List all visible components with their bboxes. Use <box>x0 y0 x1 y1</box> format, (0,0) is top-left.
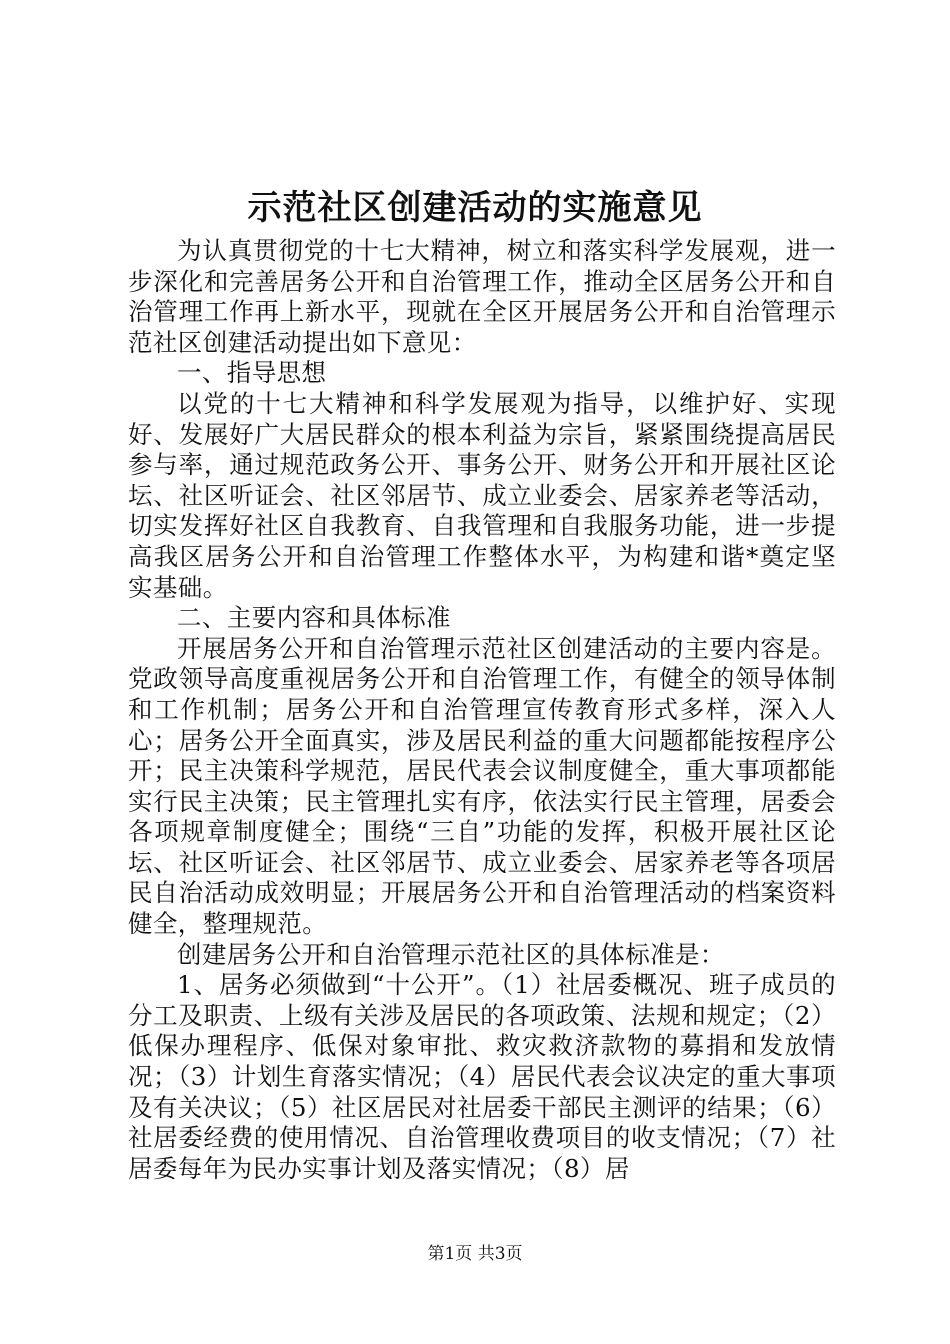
heading-guiding-ideology: 一、指导思想 <box>177 358 327 388</box>
page-number-footer: 第1页 共3页 <box>427 1244 523 1264</box>
paragraph-ten-disclosures: 1、居务必须做到“十公开”。（1）社居委概况、班子成员的分工及职责、上级有关涉及居民的各项政策、法规和规定；（2）低保办理程序、低保对象审批、救灾救济款物的募捐和发放情况；（3）计划生育落实情况；（4）居民代表会议决定的重大事项及有关决议；（5）社区居民对社居委干部民主测评的结果；（6）社居委经费的使用情况、自治管理收费项目的收支情况；（7）社居委每年为民办实事计划及落实情况；（8）居 <box>128 970 836 1183</box>
paragraph-standards-intro: 创建居务公开和自治管理示范社区的具体标准是： <box>177 939 725 969</box>
paragraph-guiding-ideology: 以党的十七大精神和科学发展观为指导，以维护好、实现好、发展好广大居民群众的根本利益为宗旨，紧紧围绕提高居民参与率，通过规范政务公开、事务公开、财务公开和开展社区论坛、社区听证会、社区邻居节、成立业委会、居家养老等活动，切实发挥好社区自我教育、自我管理和自我服务功能，进一步提高我区居务公开和自治管理工作整体水平，为构建和谐*奠定坚实基础。 <box>128 388 836 602</box>
document-body <box>128 236 836 1184</box>
paragraph-intro: 为认真贯彻党的十七大精神，树立和落实科学发展观，进一步深化和完善居务公开和自治管理工作，推动全区居务公开和自治管理工作再上新水平，现就在全区开展居务公开和自治管理示范社区创建活动提出如下意见： <box>128 236 836 357</box>
heading-main-content: 二、主要内容和具体标准 <box>177 603 451 633</box>
paragraph-main-content: 开展居务公开和自治管理示范社区创建活动的主要内容是。党政领导高度重视居务公开和自治管理工作，有健全的领导体制和工作机制；居务公开和自治管理宣传教育形式多样，深入人心；居务公开全面真实，涉及居民利益的重大问题都能按程序公开；民主决策科学规范，居民代表会议制度健全，重大事项都能实行民主决策；民主管理扎实有序，依法实行民主管理，居委会各项规章制度健全；围绕“三自”功能的发挥，积极开展社区论坛、社区听证会、社区邻居节、成立业委会、居家养老等各项居民自治活动成效明显；开展居务公开和自治管理活动的档案资料健全，整理规范。 <box>128 633 836 939</box>
document-title: 示范社区创建活动的实施意见 <box>247 188 703 228</box>
